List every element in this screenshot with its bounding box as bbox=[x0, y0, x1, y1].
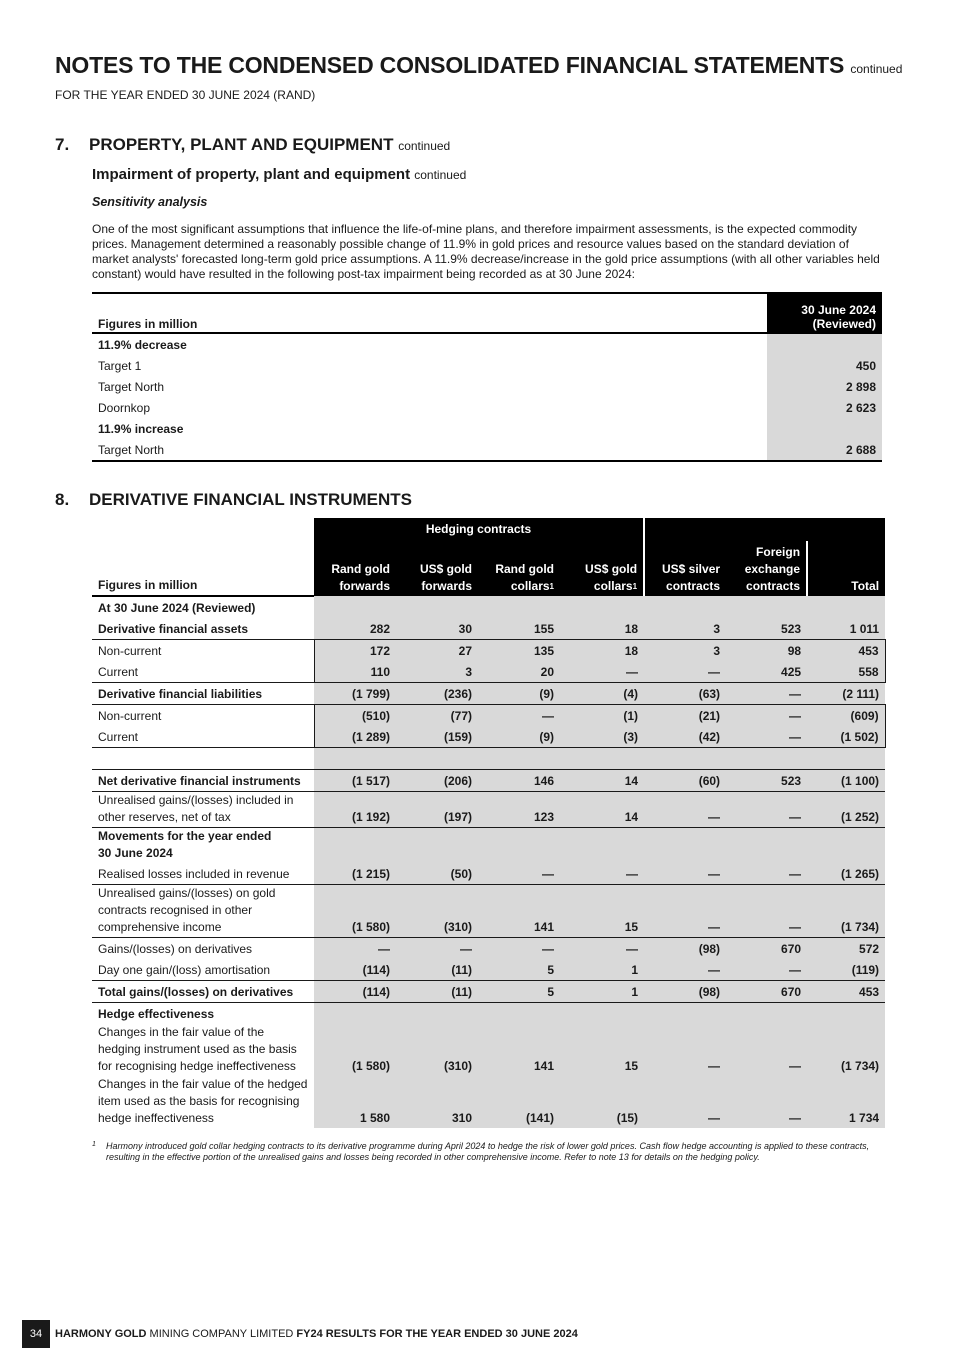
col-line: contracts bbox=[666, 579, 721, 593]
col-line: Rand gold bbox=[495, 562, 554, 576]
cell: 1 580 bbox=[314, 1076, 396, 1128]
cell: 425 bbox=[726, 661, 807, 683]
table-row bbox=[92, 333, 882, 355]
cell: 141 bbox=[478, 1024, 560, 1076]
cell: — bbox=[726, 959, 807, 981]
cell bbox=[644, 518, 885, 541]
cell: — bbox=[644, 959, 726, 981]
cell bbox=[314, 1003, 885, 1025]
cell: (50) bbox=[396, 863, 478, 885]
figures-label: Figures in million bbox=[92, 541, 314, 596]
table-row bbox=[92, 596, 885, 618]
page-title bbox=[55, 52, 902, 79]
column-header-row bbox=[92, 541, 885, 596]
cell: 1 bbox=[560, 959, 644, 981]
row-label: Doornkop bbox=[98, 400, 151, 415]
decrease-label: 11.9% decrease bbox=[98, 337, 187, 352]
cell: — bbox=[478, 863, 560, 885]
cell: (1 580) bbox=[314, 885, 396, 938]
table-row bbox=[92, 792, 885, 828]
cell: (510) bbox=[314, 705, 396, 727]
cell bbox=[92, 518, 314, 541]
figures-label: Figures in million bbox=[92, 293, 767, 333]
cell: 282 bbox=[314, 618, 396, 640]
row-label: Target 1 bbox=[98, 358, 142, 373]
col-rand-gold-collars bbox=[478, 541, 560, 596]
label-line: Movements for the year ended bbox=[98, 829, 272, 843]
cell: 1 bbox=[560, 981, 644, 1003]
label-line: Unrealised gains/(losses) included in bbox=[98, 793, 294, 807]
cell: — bbox=[726, 792, 807, 828]
col-header-line-1: 30 June 2024 bbox=[801, 303, 876, 317]
cell: 453 bbox=[807, 640, 885, 662]
cell: (310) bbox=[396, 1024, 478, 1076]
footer-company-bold: HARMONY GOLD bbox=[55, 1328, 147, 1340]
col-line: Rand gold bbox=[331, 562, 390, 576]
impairment-subheading-text: Impairment of property, plant and equipment bbox=[92, 166, 411, 183]
page-title-text: NOTES TO THE CONDENSED CONSOLIDATED FINANCIAL STATEMENTS bbox=[55, 52, 845, 78]
col-us-gold-forwards bbox=[396, 541, 478, 596]
row-label: Target North bbox=[92, 439, 767, 461]
row-label: Current bbox=[92, 661, 314, 683]
col-line: Foreign bbox=[756, 545, 801, 559]
cell: 572 bbox=[807, 938, 885, 960]
impairment-subheading bbox=[92, 166, 466, 183]
cell: 523 bbox=[726, 770, 807, 792]
table-row bbox=[92, 1076, 885, 1128]
footer-company-rest: MINING COMPANY LIMITED bbox=[149, 1328, 294, 1340]
section-7-suffix: continued bbox=[398, 139, 451, 153]
cell: — bbox=[644, 792, 726, 828]
col-line: US$ gold bbox=[419, 562, 472, 576]
cell: — bbox=[644, 885, 726, 938]
row-label: Current bbox=[92, 726, 314, 748]
row-value: 450 bbox=[767, 355, 882, 376]
cell: — bbox=[478, 705, 560, 727]
cell: 155 bbox=[478, 618, 560, 640]
page-footer bbox=[22, 1320, 578, 1348]
col-line: contracts bbox=[746, 579, 801, 593]
col-total: Total bbox=[807, 541, 885, 596]
cell: 1 011 bbox=[807, 618, 885, 640]
cell: (77) bbox=[396, 705, 478, 727]
hedge-effectiveness-label: Hedge effectiveness bbox=[98, 1007, 215, 1021]
cell: (114) bbox=[314, 959, 396, 981]
row-label: Net derivative financial instruments bbox=[92, 770, 314, 792]
table-row bbox=[92, 705, 885, 727]
row-label bbox=[92, 1076, 314, 1128]
cell: (42) bbox=[644, 726, 726, 748]
cell: (1 265) bbox=[807, 863, 885, 885]
col-line: forwards bbox=[339, 579, 390, 593]
col-header-line-2: (Reviewed) bbox=[812, 317, 876, 331]
cell: (1) bbox=[560, 705, 644, 727]
col-line: US$ gold bbox=[585, 562, 638, 576]
cell: — bbox=[644, 661, 726, 683]
cell: (15) bbox=[560, 1076, 644, 1128]
table-row bbox=[92, 863, 885, 885]
table-row bbox=[92, 418, 882, 439]
cell: 558 bbox=[807, 661, 885, 683]
table-row bbox=[92, 439, 882, 461]
cell: (1 289) bbox=[314, 726, 396, 748]
table-row bbox=[92, 661, 885, 683]
cell: (1 100) bbox=[807, 770, 885, 792]
label-line: hedge ineffectiveness bbox=[98, 1111, 214, 1125]
cell: (1 252) bbox=[807, 792, 885, 828]
table-row bbox=[92, 959, 885, 981]
label-line: hedging instrument used as the basis bbox=[98, 1042, 297, 1056]
label-line: contracts recognised in other bbox=[98, 903, 253, 917]
footnote-marker: 1 bbox=[632, 582, 638, 591]
table-row bbox=[92, 1003, 885, 1025]
table-row bbox=[92, 981, 885, 1003]
section-7-number: 7. bbox=[55, 135, 70, 154]
table-row bbox=[92, 770, 885, 792]
cell: (9) bbox=[478, 683, 560, 705]
cell: (98) bbox=[644, 981, 726, 1003]
footnote-marker: 1 bbox=[92, 1141, 96, 1148]
cell bbox=[767, 418, 882, 439]
table-row bbox=[92, 885, 885, 938]
row-label: Target North bbox=[98, 379, 165, 394]
cell: 18 bbox=[560, 640, 644, 662]
cell: (1 502) bbox=[807, 726, 885, 748]
row-label: Non-current bbox=[92, 705, 314, 727]
row-label: Total gains/(losses) on derivatives bbox=[92, 981, 314, 1003]
cell: — bbox=[560, 863, 644, 885]
cell: — bbox=[726, 1024, 807, 1076]
table-row bbox=[92, 376, 882, 397]
cell: (1 215) bbox=[314, 863, 396, 885]
footnote-text: Harmony introduced gold collar hedging contracts to its derivative programme during April 2024 to hedge the risk of lower gold prices. Cash flow hedge accounting is applied to these contracts, resulting in the effective portion of the unrealised gains and losses being recorded in other comprehensive income. Refer to note 13 for details on the hedging policy. bbox=[106, 1141, 870, 1162]
derivatives-table bbox=[92, 518, 886, 1128]
page-title-suffix: continued bbox=[850, 62, 903, 76]
cell: (1 734) bbox=[807, 885, 885, 938]
cell: (1 580) bbox=[314, 1024, 396, 1076]
cell: 5 bbox=[478, 981, 560, 1003]
cell: (98) bbox=[644, 938, 726, 960]
cell: 5 bbox=[478, 959, 560, 981]
cell: — bbox=[726, 683, 807, 705]
cell: 14 bbox=[560, 770, 644, 792]
row-label: Day one gain/(loss) amortisation bbox=[92, 959, 314, 981]
cell: 3 bbox=[644, 640, 726, 662]
table-row bbox=[92, 397, 882, 418]
row-label: Derivative financial liabilities bbox=[98, 687, 263, 701]
cell: 14 bbox=[560, 792, 644, 828]
sensitivity-paragraph: One of the most significant assumptions that influence the life-of-mine plans, and therefore impairment assessments, is the expected commodity prices. Management determined a reasonably possible change of 11.9% in gold prices and resource values based on the standard deviation of market analysts' forecasted long-term gold price assumptions. A 11.9% decrease/increase in the gold price assumptions (with all other variables held constant) would have resulted in the following post-tax impairment being recorded as at 30 June 2024: bbox=[92, 222, 880, 281]
table-row bbox=[92, 938, 885, 960]
col-forex-contracts bbox=[726, 541, 807, 596]
footnote-marker: 1 bbox=[549, 582, 554, 591]
cell: 110 bbox=[314, 661, 396, 683]
col-rand-gold-forwards bbox=[314, 541, 396, 596]
row-value: 2 898 bbox=[767, 376, 882, 397]
cell: 146 bbox=[478, 770, 560, 792]
cell: 30 bbox=[396, 618, 478, 640]
cell: (1 517) bbox=[314, 770, 396, 792]
label-line: 30 June 2024 bbox=[98, 846, 173, 860]
at-date-label: At 30 June 2024 (Reviewed) bbox=[98, 601, 256, 615]
col-line: forwards bbox=[421, 579, 472, 593]
table-row bbox=[92, 1024, 885, 1076]
row-label: Gains/(losses) on derivatives bbox=[98, 942, 253, 956]
cell: 135 bbox=[478, 640, 560, 662]
cell: (60) bbox=[644, 770, 726, 792]
cell: (3) bbox=[560, 726, 644, 748]
increase-label: 11.9% increase bbox=[98, 421, 184, 436]
section-7-title-text: PROPERTY, PLANT AND EQUIPMENT bbox=[89, 135, 394, 154]
group-header-row bbox=[92, 518, 885, 541]
cell: — bbox=[726, 863, 807, 885]
cell: 123 bbox=[478, 792, 560, 828]
cell: 18 bbox=[560, 618, 644, 640]
row-label: Realised losses included in revenue bbox=[92, 863, 314, 885]
cell: — bbox=[644, 863, 726, 885]
cell: (21) bbox=[644, 705, 726, 727]
label-line: Changes in the fair value of the hedged bbox=[98, 1077, 308, 1091]
cell: (2 111) bbox=[807, 683, 885, 705]
cell: 3 bbox=[644, 618, 726, 640]
label-line: for recognising hedge ineffectiveness bbox=[98, 1059, 296, 1073]
col-line: exchange bbox=[744, 562, 801, 576]
cell: (197) bbox=[396, 792, 478, 828]
footnote bbox=[92, 1141, 872, 1163]
cell: 523 bbox=[726, 618, 807, 640]
cell: (1 799) bbox=[314, 683, 396, 705]
cell bbox=[767, 333, 882, 355]
cell: — bbox=[560, 661, 644, 683]
label-line: Unrealised gains/(losses) on gold bbox=[98, 886, 276, 900]
table-row bbox=[92, 640, 885, 662]
section-7-title bbox=[55, 135, 450, 155]
row-label bbox=[92, 885, 314, 938]
cell: (1 192) bbox=[314, 792, 396, 828]
table-row bbox=[92, 683, 885, 705]
impairment-sensitivity-table bbox=[92, 292, 882, 462]
cell: (159) bbox=[396, 726, 478, 748]
row-label bbox=[92, 792, 314, 828]
col-us-gold-collars bbox=[560, 541, 644, 596]
table-row-spacer bbox=[92, 748, 885, 770]
cell bbox=[314, 596, 885, 618]
cell: — bbox=[726, 885, 807, 938]
cell: 3 bbox=[396, 661, 478, 683]
col-line: collars bbox=[593, 579, 633, 593]
col-us-silver-contracts bbox=[644, 541, 726, 596]
cell: (609) bbox=[807, 705, 885, 727]
table-row bbox=[92, 828, 885, 864]
cell: 15 bbox=[560, 885, 644, 938]
cell: (236) bbox=[396, 683, 478, 705]
label-line: item used as the basis for recognising bbox=[98, 1094, 300, 1108]
cell: 453 bbox=[807, 981, 885, 1003]
footer-text bbox=[55, 1328, 578, 1340]
cell: — bbox=[726, 1076, 807, 1128]
row-value: 2 688 bbox=[767, 439, 882, 461]
cell: 670 bbox=[726, 938, 807, 960]
cell bbox=[92, 748, 314, 770]
table-header-row bbox=[92, 293, 882, 333]
sensitivity-heading: Sensitivity analysis bbox=[92, 195, 208, 209]
cell: (63) bbox=[644, 683, 726, 705]
cell: (119) bbox=[807, 959, 885, 981]
cell: — bbox=[644, 1024, 726, 1076]
movements-label bbox=[92, 828, 314, 864]
col-line: collars bbox=[510, 579, 550, 593]
cell: 98 bbox=[726, 640, 807, 662]
label-line: comprehensive income bbox=[98, 920, 222, 934]
cell: — bbox=[726, 726, 807, 748]
cell: (206) bbox=[396, 770, 478, 792]
table-row bbox=[92, 618, 885, 640]
page-subtitle: FOR THE YEAR ENDED 30 JUNE 2024 (RAND) bbox=[55, 88, 316, 102]
hedging-contracts-header: Hedging contracts bbox=[314, 518, 644, 541]
cell: (310) bbox=[396, 885, 478, 938]
cell: 27 bbox=[396, 640, 478, 662]
section-8-number: 8. bbox=[55, 490, 70, 509]
cell: (9) bbox=[478, 726, 560, 748]
impairment-subheading-suffix: continued bbox=[414, 168, 467, 182]
cell: (114) bbox=[314, 981, 396, 1003]
row-label: Derivative financial assets bbox=[98, 622, 249, 636]
cell bbox=[314, 748, 885, 770]
cell: — bbox=[560, 938, 644, 960]
label-line: other reserves, net of tax bbox=[98, 810, 231, 824]
cell: — bbox=[314, 938, 396, 960]
cell: — bbox=[396, 938, 478, 960]
cell: — bbox=[478, 938, 560, 960]
cell: 20 bbox=[478, 661, 560, 683]
cell: 141 bbox=[478, 885, 560, 938]
cell: 670 bbox=[726, 981, 807, 1003]
section-8-title bbox=[55, 490, 412, 510]
label-line: Changes in the fair value of the bbox=[98, 1025, 265, 1039]
cell bbox=[314, 828, 885, 864]
footer-report: FY24 RESULTS FOR THE YEAR ENDED 30 JUNE 2024 bbox=[296, 1328, 578, 1340]
col-header-30-june-2024 bbox=[767, 293, 882, 333]
row-value: 2 623 bbox=[767, 397, 882, 418]
cell: — bbox=[726, 705, 807, 727]
section-8-title-text: DERIVATIVE FINANCIAL INSTRUMENTS bbox=[89, 490, 413, 509]
table-row bbox=[92, 355, 882, 376]
cell: (141) bbox=[478, 1076, 560, 1128]
col-line: US$ silver bbox=[662, 562, 721, 576]
cell: (4) bbox=[560, 683, 644, 705]
cell: (11) bbox=[396, 959, 478, 981]
page-number: 34 bbox=[22, 1320, 50, 1348]
cell: 15 bbox=[560, 1024, 644, 1076]
row-label bbox=[92, 1024, 314, 1076]
cell: (1 734) bbox=[807, 1024, 885, 1076]
row-label: Non-current bbox=[92, 640, 314, 662]
cell: 310 bbox=[396, 1076, 478, 1128]
cell: 1 734 bbox=[807, 1076, 885, 1128]
table-row bbox=[92, 726, 885, 748]
cell: (11) bbox=[396, 981, 478, 1003]
cell: — bbox=[644, 1076, 726, 1128]
cell: 172 bbox=[314, 640, 396, 662]
